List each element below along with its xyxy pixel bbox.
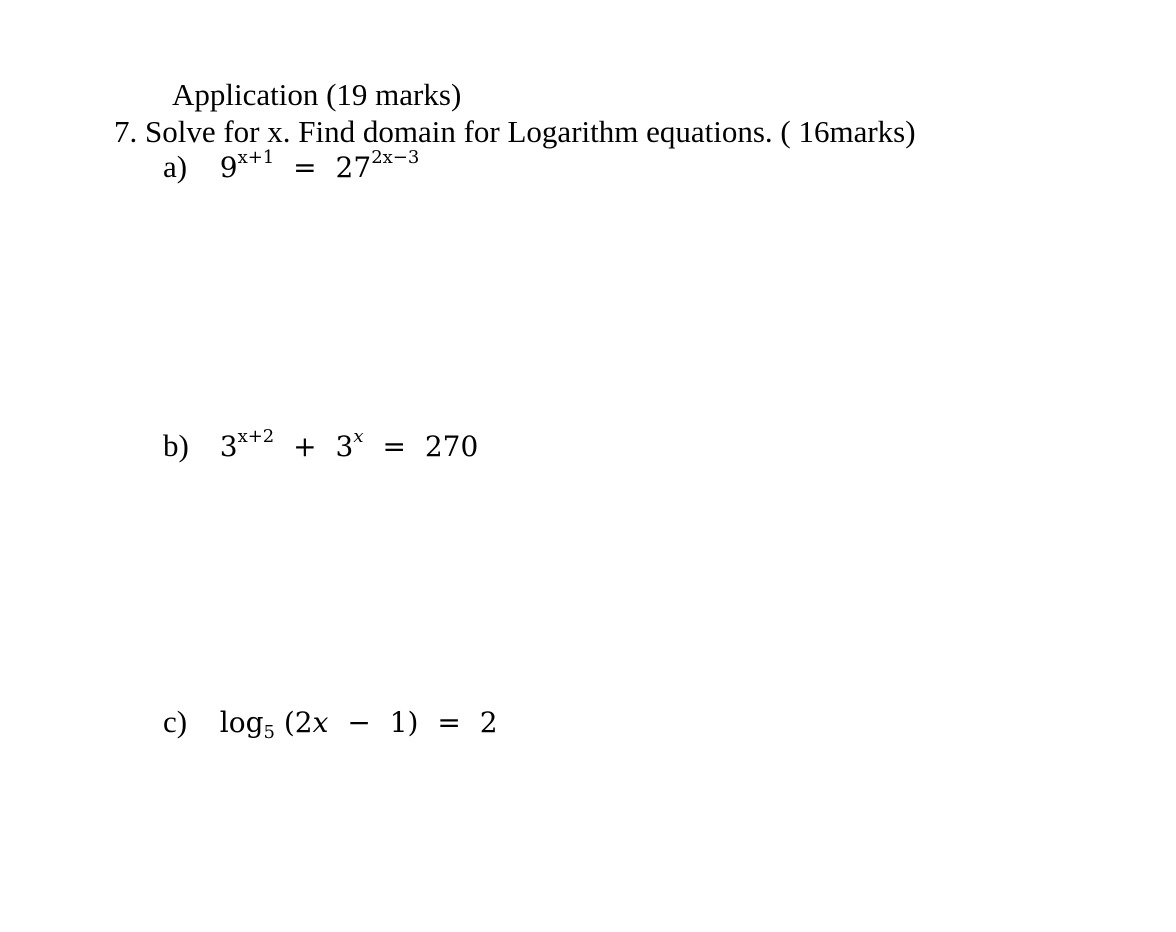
equation-b-base-1: 3 [219,430,238,463]
equation-c-result: 2 [479,706,498,739]
equation-c-close: 1) [389,706,419,739]
equation-a [219,147,420,184]
part-c [163,704,498,743]
equation-b-base-2: 3 [335,430,354,463]
log-function: log [219,706,264,739]
equation-a-exponent-left: x+1 [237,147,275,168]
equation-b-exponent-1: x+2 [237,426,275,447]
equation-c [219,706,498,743]
question-7-prompt: 7. Solve for x. Find domain for Logarithm equations. ( 16marks) [114,114,916,149]
part-a-label: a) [163,149,188,184]
equals-sign: = [382,430,406,463]
part-a [163,147,420,184]
equation-b-result: 270 [424,430,479,463]
equals-sign: = [293,151,317,184]
part-b [163,426,479,463]
equals-sign: = [437,706,461,739]
part-c-label: c) [163,704,188,739]
log-base: 5 [263,722,275,743]
equation-a-base-left: 9 [219,151,238,184]
plus-sign: + [293,430,317,463]
equation-b-exponent-2: x [353,426,364,447]
equation-c-variable: x [312,706,329,739]
equation-a-base-right: 27 [335,151,372,184]
equation-b [219,426,479,463]
section-heading: Application (19 marks) [172,77,462,112]
part-b-label: b) [163,428,189,463]
minus-sign: − [347,706,371,739]
equation-a-exponent-right: 2x−3 [371,147,420,168]
equation-c-open: (2 [283,706,313,739]
